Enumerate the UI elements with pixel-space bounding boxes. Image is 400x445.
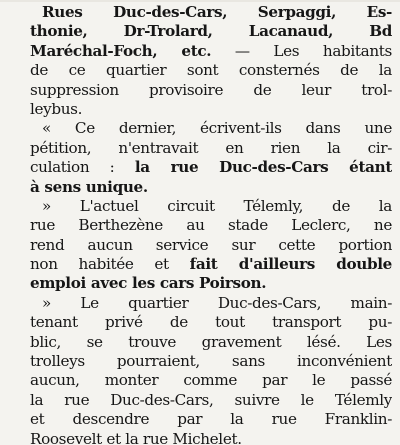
article-line-15 [30,274,392,293]
article-line-13 [30,236,392,255]
article-line-1 [30,3,392,22]
article-line-7 [30,119,392,138]
article-line-9 [30,158,392,177]
article-line-22 [30,410,392,429]
article-line-19 [30,352,392,371]
bold-run: fait d'ailleurs double [189,255,392,274]
text-run: » L'actuel circuit Télemly, de la [42,196,392,215]
text-run: rue Berthezène au stade Leclerc, ne [30,216,392,235]
article-line-10 [30,178,392,197]
text-run: non habitée et [30,255,190,274]
bold-run: thonie, Dr-Trolard, Lacanaud, Bd [30,22,392,41]
text-run: « Ce dernier, écrivent-ils dans une [42,119,392,138]
bold-run: la rue Duc-des-Cars étant [134,158,392,177]
text-run: leybus. [30,99,83,118]
article-line-5 [30,81,392,100]
text-run: et descendre par la rue Franklin- [30,410,392,429]
text-run: Roosevelt et la rue Michelet. [30,429,242,445]
bold-run: Maréchal-Foch, etc. [30,41,212,60]
bold-run: Rues Duc-des-Cars, Serpaggi, Es- [42,3,392,21]
text-run: suppression provisoire de leur trol- [30,80,392,99]
bold-run: emploi avec les cars Poirson. [30,274,267,293]
text-run: pétition, n'entravait en rien la cir- [30,138,392,157]
article-line-8 [30,139,392,158]
article-line-11 [30,197,392,216]
article-line-16 [30,294,392,313]
bold-run: à sens unique. [30,177,148,196]
article-line-18 [30,333,392,352]
article-line-6 [30,100,392,119]
text-run: la rue Duc-des-Cars, suivre le Télemly [30,390,392,409]
article-column [30,3,392,445]
article-line-17 [30,313,392,332]
text-run: rend aucun service sur cette portion [30,235,392,254]
text-run: — Les habitants [211,41,392,60]
article-line-23 [30,430,392,445]
text-run: » Le quartier Duc-des-Cars, main- [42,293,392,312]
clipping-edge [0,0,400,2]
text-run: trolleys pourraient, sans inconvénient [30,352,392,371]
text-run: aucun, monter comme par le passé [30,371,392,390]
article-line-14 [30,255,392,274]
text-run: blic, se trouve gravement lésé. Les [30,332,392,351]
article-line-3 [30,42,392,61]
article-line-2 [30,22,392,41]
article-line-12 [30,216,392,235]
article-line-4 [30,61,392,80]
article-line-20 [30,371,392,390]
text-run: tenant privé de tout transport pu- [30,313,392,332]
text-run: de ce quartier sont consternés de la [30,61,392,80]
text-run: culation : [30,158,135,177]
article-line-21 [30,391,392,410]
